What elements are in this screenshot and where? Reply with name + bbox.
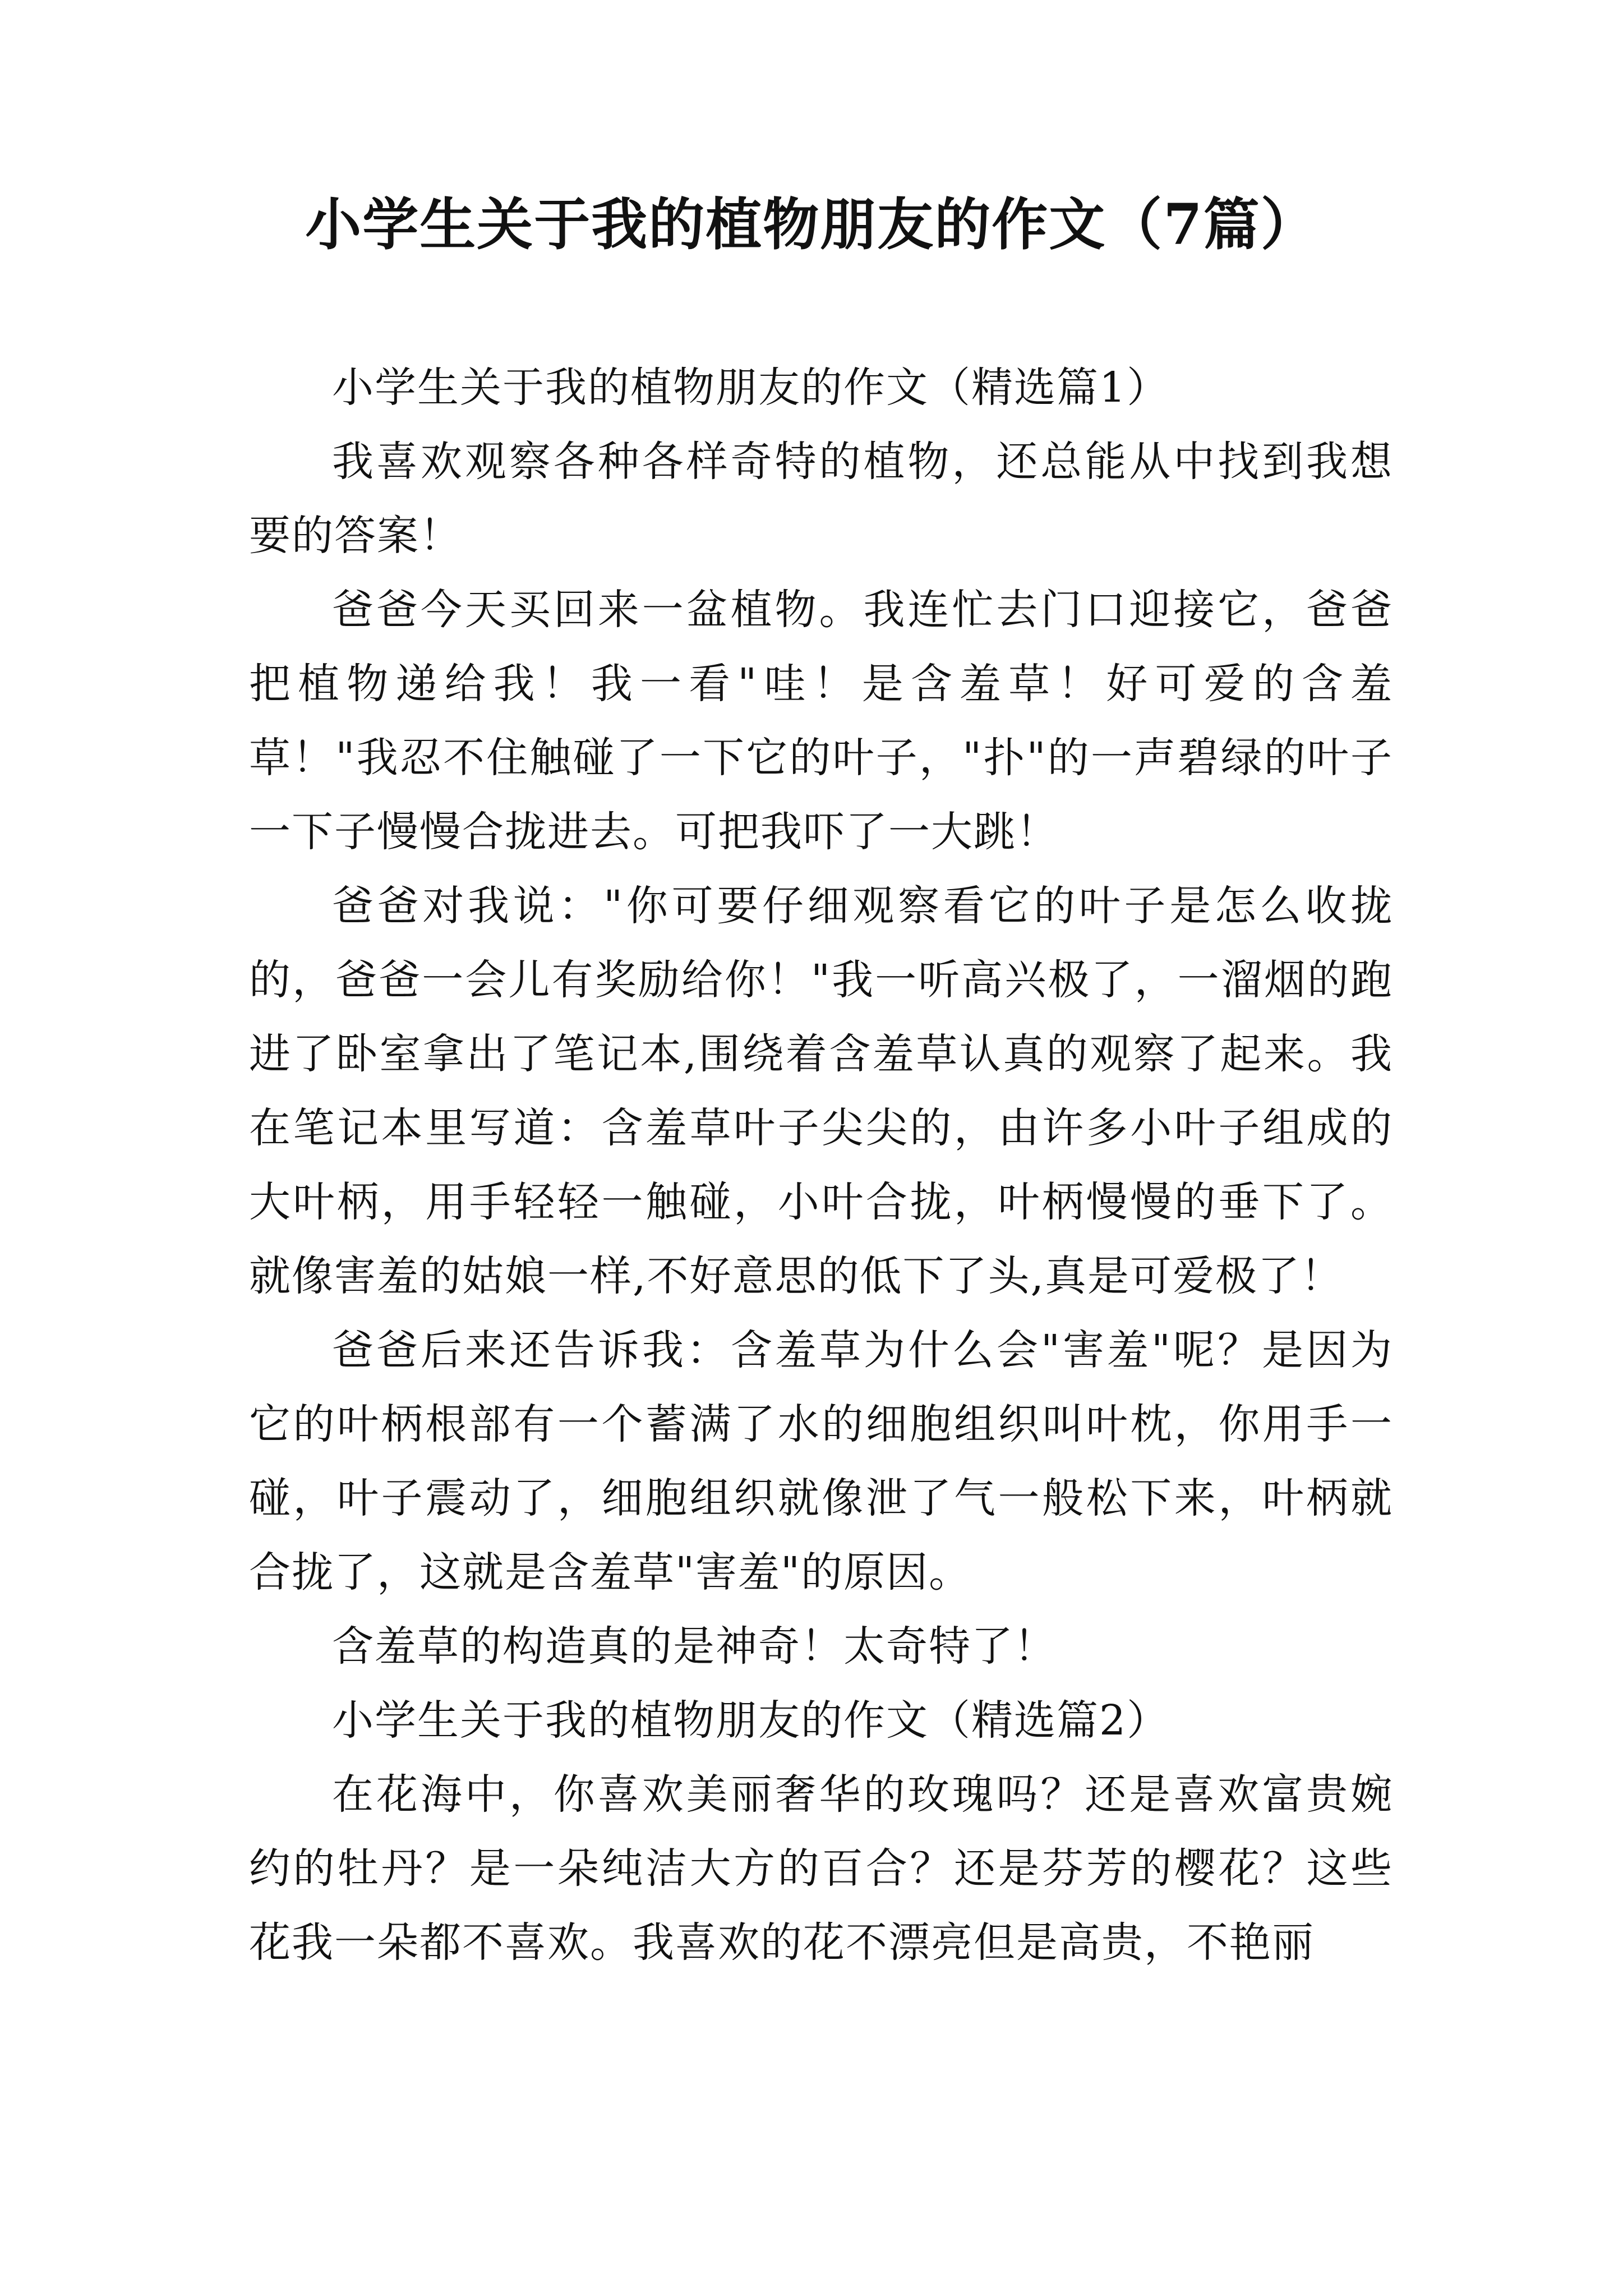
paragraph: 爸爸今天买回来一盆植物。我连忙去门口迎接它，爸爸把植物递给我！我一看"哇！是含羞草！好可爱的含羞草！"我忍不住触碰了一下它的叶子，"扑"的一声碧绿的叶子一下子慢慢合拢进去。可把我吓了一大跳！ <box>249 586 1393 856</box>
paragraph: 爸爸对我说："你可要仔细观察看它的叶子是怎么收拢的，爸爸一会儿有奖励给你！"我一听高兴极了，一溜烟的跑进了卧室拿出了笔记本,围绕着含羞草认真的观察了起来。我在笔记本里写道：含羞草叶子尖尖的，由许多小叶子组成的大叶柄，用手轻轻一触碰，小叶合拢，叶柄慢慢的垂下了。就像害羞的姑娘一样,不好意思的低下了头,真是可爱极了！ <box>249 882 1393 1300</box>
paragraph: 在花海中，你喜欢美丽奢华的玫瑰吗？还是喜欢富贵婉约的牡丹？是一朵纯洁大方的百合？还是芬芳的樱花？这些花我一朵都不喜欢。我喜欢的花不漂亮但是高贵，不艳丽 <box>249 1770 1393 1967</box>
document-body <box>249 351 1393 1980</box>
document-title: 小学生关于我的植物朋友的作文（7篇） <box>305 191 1318 257</box>
paragraph: 含羞草的构造真的是神奇！太奇特了！ <box>332 1622 1057 1671</box>
paragraph: 我喜欢观察各种各样奇特的植物，还总能从中找到我想要的答案！ <box>249 438 1393 560</box>
section-heading-1: 小学生关于我的植物朋友的作文（精选篇1） <box>332 364 1170 412</box>
section-heading-2: 小学生关于我的植物朋友的作文（精选篇2） <box>332 1696 1170 1745</box>
paragraph: 爸爸后来还告诉我：含羞草为什么会"害羞"呢？是因为它的叶柄根部有一个蓄满了水的细胞组织叫叶枕，你用手一碰，叶子震动了，细胞组织就像泄了气一般松下来，叶柄就合拢了，这就是含羞草"害羞"的原因。 <box>249 1326 1393 1596</box>
